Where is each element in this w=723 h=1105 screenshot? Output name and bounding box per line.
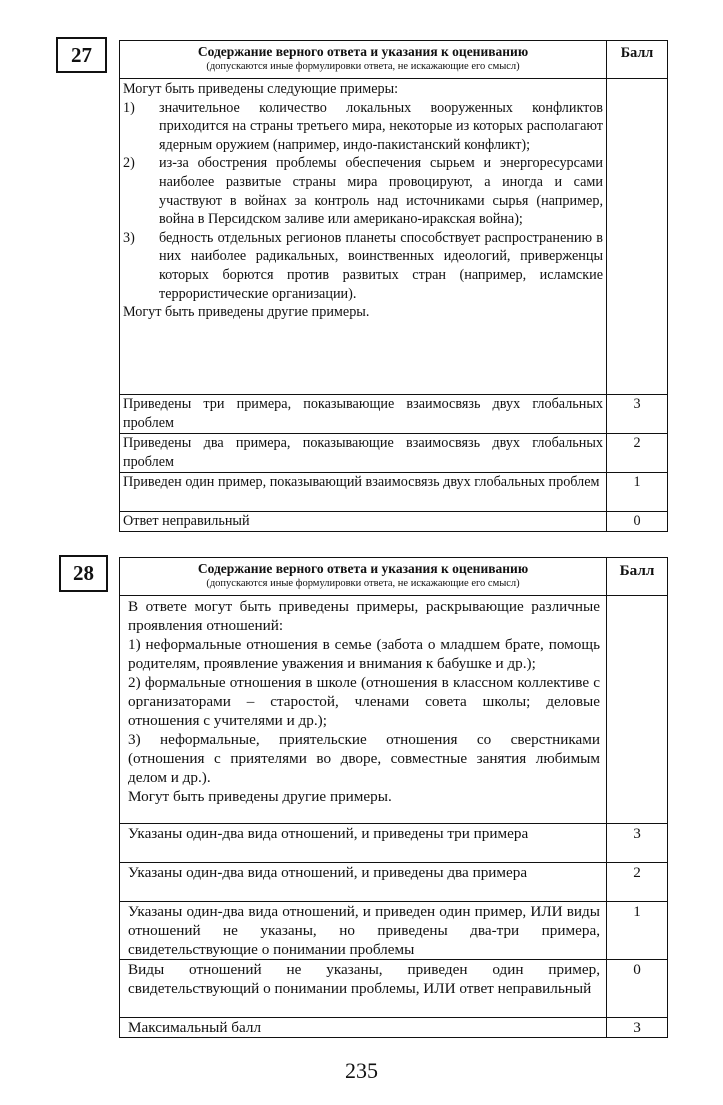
answer-content	[120, 79, 607, 395]
header-title: Содержание верного ответа и указания к оцениванию	[197, 561, 529, 576]
criterion-score: 1	[607, 473, 668, 512]
score-header: Балл	[607, 41, 668, 79]
page-number: 235	[345, 1058, 378, 1083]
header-title: Содержание верного ответа и указания к оцениванию	[197, 44, 529, 59]
criterion-score: 2	[607, 434, 668, 473]
answer-table-28	[119, 557, 668, 1038]
criterion-score: 2	[607, 863, 668, 902]
score-cell-empty	[607, 596, 668, 824]
criterion-text: Приведены два примера, показывающие взаимосвязь двух глобальных проблем	[120, 434, 607, 473]
criterion-text: Максимальный балл	[120, 1018, 607, 1038]
criterion-text: Виды отношений не указаны, приведен один пример, свидетельствующий о понимании проблемы, ИЛИ ответ неправильный	[120, 960, 607, 1018]
list-item: 1) неформальные отношения в семье (забота о младшем брате, помощь родителям, проявление уважения и внимания к бабушке и др.);	[128, 636, 600, 672]
criterion-score: 3	[607, 824, 668, 863]
criterion-score: 1	[607, 902, 668, 960]
criterion-score: 3	[607, 1018, 668, 1038]
criterion-text: Приведен один пример, показывающий взаимосвязь двух глобальных проблем	[120, 473, 607, 512]
table-header	[120, 41, 607, 79]
criterion-text: Указаны один-два вида отношений, и приведены два примера	[120, 863, 607, 902]
score-header: Балл	[607, 558, 668, 596]
criterion-text: Приведены три примера, показывающие взаимосвязь двух глобальных проблем	[120, 395, 607, 434]
list-item: 3) бедность отдельных регионов планеты способствует распространению в них наиболее радикальных, воинственных идеологий, приверженцы которых борются против развитых стран (например, исламские террористические организации).	[123, 229, 603, 302]
list-item: 2) из-за обострения проблемы обеспечения сырьем и энергоресурсами наиболее развитые страны мира провоцируют, а иногда и сами участвуют в войнах за контроль над источниками сырья (например, война в Персидском заливе или американо-иракская война);	[123, 155, 603, 228]
answer-content	[120, 596, 607, 824]
criterion-text: Указаны один-два вида отношений, и приведены три примера	[120, 824, 607, 863]
answer-intro: В ответе могут быть приведены примеры, раскрывающие различные проявления отношений:	[128, 598, 600, 634]
answer-table-27	[119, 40, 668, 532]
table-header	[120, 558, 607, 596]
answer-outro: Могут быть приведены другие примеры.	[128, 788, 392, 805]
list-item: 1) значительное количество локальных вооруженных конфликтов приходится на страны третьего мира, некоторые из которых располагают ядерным оружием (например, индо-пакистанский конфликт);	[123, 99, 603, 153]
answer-intro: Могут быть приведены следующие примеры:	[123, 81, 399, 97]
answer-outro: Могут быть приведены другие примеры.	[123, 304, 370, 321]
score-cell-empty	[607, 79, 668, 395]
header-note: (допускаются иные формулировки ответа, не искажающие его смысл)	[206, 61, 520, 72]
criterion-score: 3	[607, 395, 668, 434]
question-number-27: 27	[56, 37, 107, 73]
criterion-score: 0	[607, 960, 668, 1018]
criterion-text: Указаны один-два вида отношений, и приведен один пример, ИЛИ виды отношений не указаны, но приведены два-три примера, свидетельствующие о понимании проблемы	[120, 902, 607, 960]
criterion-score: 0	[607, 512, 668, 532]
list-item: 3) неформальные, приятельские отношения со сверстниками (отношения с приятелями во дворе, совместные занятия любимым делом и др.).	[128, 731, 600, 786]
list-item: 2) формальные отношения в школе (отношения в классном коллективе с организаторами – старостой, членами совета школы; деловые отношения с учителями и др.);	[128, 674, 600, 729]
criterion-text: Ответ неправильный	[120, 512, 607, 532]
question-number-28: 28	[59, 555, 108, 592]
header-note: (допускаются иные формулировки ответа, не искажающие его смысл)	[206, 578, 520, 589]
